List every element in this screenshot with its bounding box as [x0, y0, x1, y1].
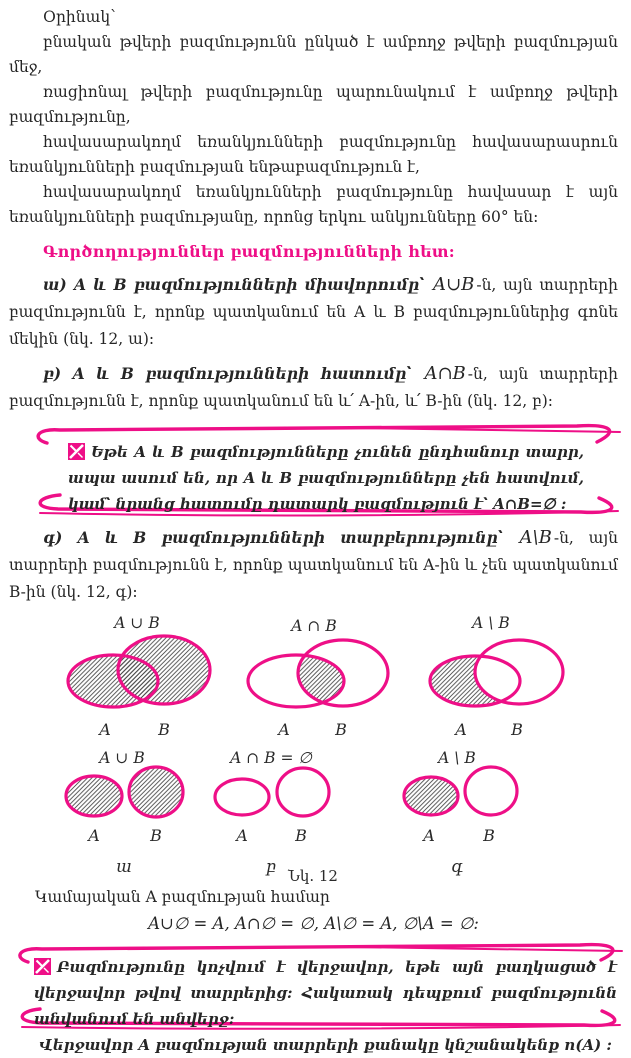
set-a-label: A [88, 826, 100, 845]
paragraph-intersection [9, 360, 618, 415]
venn-union-disjoint [66, 749, 183, 876]
set-a-label: A [455, 720, 467, 739]
set-b-label: B [511, 720, 523, 739]
union-lead: ա) A և B բազմությունների միավորումը՝ [43, 275, 425, 294]
set-a-label: A [99, 720, 111, 739]
example-line-2: ռացիոնալ թվերի բազմությունը պարունակում է ամբողջ թվերի բազմությունը, [9, 83, 618, 126]
union-formula: A∪B [433, 274, 475, 295]
panel-letter: ա [116, 857, 132, 876]
empty-intersection-note [30, 423, 628, 517]
venn-diagrams-figure [9, 610, 618, 885]
example-label: Օրինակ՝ [43, 8, 116, 26]
arbitrary-set-text: Կամայական A բազմության համար [35, 888, 330, 906]
set-b-label: B [483, 826, 495, 845]
difference-formula: A\B [519, 527, 552, 548]
panel-letter: գ [451, 857, 463, 876]
panel-letter: բ [265, 857, 277, 876]
venn-difference-overlapping [430, 614, 563, 739]
note-marker-icon [34, 958, 51, 975]
fig-title: A ∩ B = ∅ [230, 749, 312, 767]
set-a-label: A [236, 826, 248, 845]
venn-empty-intersection [215, 749, 329, 876]
fig-title: A \ B [438, 749, 476, 767]
finite-set-note [12, 943, 631, 1054]
set-b-label: B [150, 826, 162, 845]
note1-formula: A∩B=∅ : [493, 495, 567, 513]
figure-caption: Նկ. 12 [288, 867, 338, 885]
note-marker-icon [68, 443, 85, 460]
set-b-label: B [158, 720, 170, 739]
fig-title: A \ B [472, 614, 510, 632]
empty-set-identities: A∪∅ = A, A∩∅ = ∅, A\∅ = A, ∅\A = ∅: [148, 914, 479, 933]
difference-rest: -ն, այն տարրերի բազմությունն է, որոնք պատկանում են A-ին և չեն պատկանում B-ին (նկ. 12, գ): [9, 529, 618, 601]
example-line-3: հավասարակողմ եռանկյունների բազմությունը հավասարասրուն եռանկյունների բազմության ենթաբազմություն է, [9, 133, 618, 176]
fig-title: A ∪ B [114, 614, 160, 632]
set-b-label: B [295, 826, 307, 845]
venn-union-overlapping [68, 614, 210, 739]
difference-lead: գ) A և B բազմությունների տարբերությունը՝ [43, 528, 503, 547]
paragraph-union [9, 271, 618, 353]
example-line-4: հավասարակողմ եռանկյունների բազմությունը հավասար է այն եռանկյունների բազմությանը, որոնց երկու անկյունները 60° են: [9, 183, 618, 226]
note1-text: Եթե A և B բազմությունները չունեն ընդհանուր տարր, ապա ասում են, որ A և B բազմությունները չեն հատվում, կամ՝ նրանց հատումը դատարկ բազմություն է՝ [68, 443, 584, 513]
intersection-lead: բ) A և B բազմությունների հատումը՝ [43, 364, 412, 383]
set-a-label: A [423, 826, 435, 845]
venn-difference-disjoint [404, 749, 517, 876]
union-rest: -ն, այն տարրերի բազմությունն է, որոնք պատկանում են A և B բազմություններից գոնե մեկին (նկ. 12, ա): [9, 276, 618, 348]
fig-title: A ∩ B [291, 617, 337, 635]
intersection-formula: A∩B [424, 363, 466, 384]
section-heading: Գործողություններ բազմությունների հետ: [43, 242, 455, 261]
note2-paragraph [34, 954, 617, 1032]
paragraph-difference [9, 524, 618, 606]
intersection-rest: -ն, այն տարրերի բազմությունն է, որոնք պատկանում են և՛ A-ին, և՛ B-ին (նկ. 12, բ): [9, 365, 618, 410]
set-a-label: A [278, 720, 290, 739]
example-section [9, 5, 618, 230]
note2-line2: Վերջավոր A բազմության տարրերի քանակը կնշանակենք n(A) : [39, 1036, 612, 1054]
venn-intersection-overlapping [248, 617, 388, 739]
example-line-1: բնական թվերի բազմությունն ընկած է ամբողջ թվերի բազմության մեջ, [9, 33, 618, 76]
set-b-label: B [335, 720, 347, 739]
note2-line1: Բազմությունը կոչվում է վերջավոր, եթե այն բաղկացած է վերջավոր թվով տարրերից: Հակառակ դեպքում բազմությունն անվանում են անվերջ: [34, 958, 617, 1028]
fig-title: A ∪ B [99, 749, 145, 767]
